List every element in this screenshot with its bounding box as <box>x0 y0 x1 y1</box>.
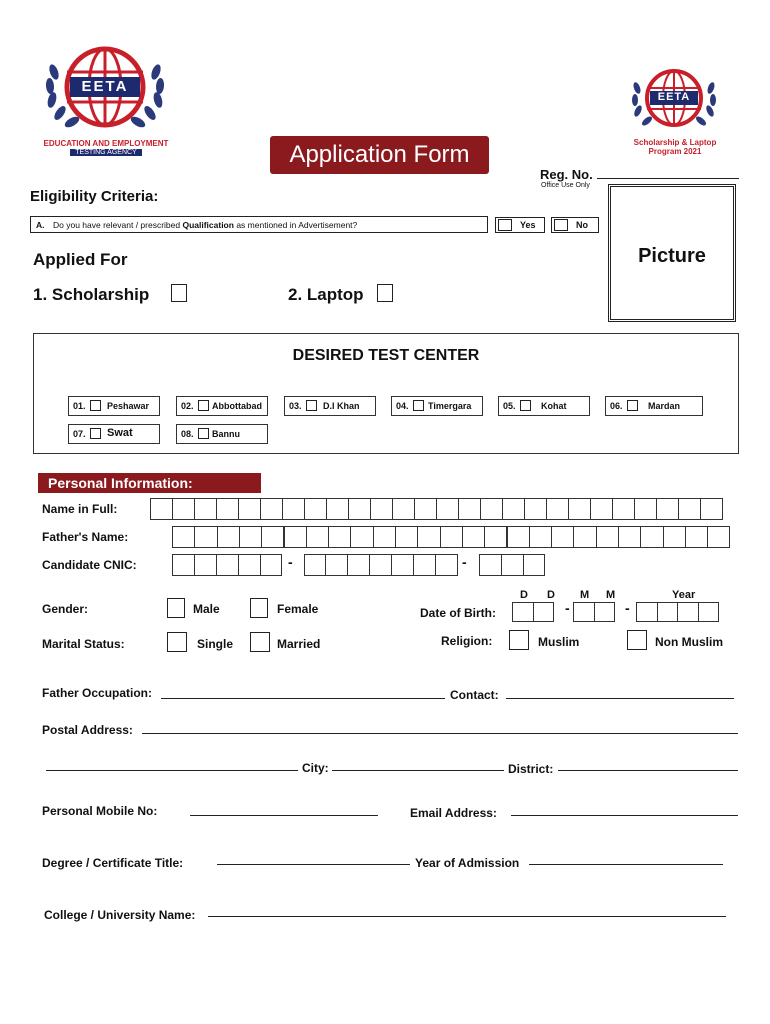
picture-label: Picture <box>638 245 706 267</box>
character-cell[interactable] <box>391 554 414 576</box>
character-cell[interactable] <box>484 526 507 548</box>
center-name: Bannu <box>212 429 240 439</box>
character-cell[interactable] <box>436 498 459 520</box>
female-checkbox[interactable] <box>250 598 268 618</box>
yes-label: Yes <box>520 220 536 230</box>
item-letter: A. <box>36 220 45 230</box>
character-cell[interactable] <box>458 498 481 520</box>
center-num: 08. <box>181 429 194 439</box>
email-label: Email Address: <box>410 806 497 820</box>
character-cell[interactable] <box>590 498 613 520</box>
postal-address-label: Postal Address: <box>42 723 133 737</box>
logo-text: EETA <box>81 78 129 95</box>
character-cell[interactable] <box>304 554 327 576</box>
district-label: District: <box>508 762 554 776</box>
character-cell[interactable] <box>698 602 720 622</box>
character-cell[interactable] <box>634 498 657 520</box>
form-title: Application Form <box>289 141 470 168</box>
character-cell[interactable] <box>350 526 373 548</box>
non-muslim-label: Non Muslim <box>655 635 723 649</box>
character-cell[interactable] <box>507 526 530 548</box>
character-cell[interactable] <box>282 498 305 520</box>
center-num: 04. <box>396 401 409 411</box>
character-cell[interactable] <box>685 526 708 548</box>
center-bannu[interactable] <box>176 424 268 444</box>
character-cell[interactable] <box>573 526 596 548</box>
character-cell[interactable] <box>618 526 641 548</box>
character-cell[interactable] <box>594 602 616 622</box>
dob-m2: M <box>606 589 616 601</box>
character-cell[interactable] <box>216 498 239 520</box>
cnic-label: Candidate CNIC: <box>42 558 137 572</box>
center-checkbox[interactable] <box>198 428 209 439</box>
center-name: Peshawar <box>107 401 150 411</box>
personal-info-title: Personal Information: <box>48 475 193 491</box>
character-cell[interactable] <box>373 526 396 548</box>
eligibility-title: Eligibility Criteria: <box>30 188 159 205</box>
character-cell[interactable] <box>512 602 534 622</box>
yes-checkbox[interactable] <box>498 219 512 231</box>
center-kohat[interactable] <box>498 396 590 416</box>
dob-d2: D <box>547 589 555 601</box>
character-cell[interactable] <box>656 498 679 520</box>
married-label: Married <box>277 637 321 651</box>
character-cell[interactable] <box>369 554 392 576</box>
reg-no-label: Reg. No. <box>540 167 593 182</box>
male-label: Male <box>193 602 220 616</box>
office-use-note: Office Use Only <box>541 182 590 189</box>
center-name: Kohat <box>541 401 567 411</box>
character-cell[interactable] <box>640 526 663 548</box>
character-cell[interactable] <box>524 498 547 520</box>
character-cell[interactable] <box>700 498 723 520</box>
degree-label: Degree / Certificate Title: <box>42 856 184 870</box>
mobile-field[interactable] <box>190 815 378 816</box>
character-cell[interactable] <box>707 526 730 548</box>
applied-for-title: Applied For <box>33 250 128 269</box>
character-cell[interactable] <box>304 498 327 520</box>
eeta-logo-left <box>40 42 170 132</box>
character-cell[interactable] <box>216 554 239 576</box>
religion-label: Religion: <box>441 634 493 648</box>
character-cell[interactable] <box>392 498 415 520</box>
question-pre: Do you have relevant / prescribed <box>53 220 183 230</box>
muslim-checkbox[interactable] <box>509 630 529 650</box>
center-checkbox[interactable] <box>90 428 101 439</box>
laptop-checkbox[interactable] <box>377 284 393 302</box>
dob-year-label: Year <box>672 589 696 601</box>
program-line2: Program 2021 <box>648 147 702 156</box>
male-checkbox[interactable] <box>167 598 185 618</box>
character-cell[interactable] <box>479 554 502 576</box>
father-name-label: Father's Name: <box>42 530 129 544</box>
dob-dash-1: - <box>565 600 570 616</box>
character-cell[interactable] <box>417 526 440 548</box>
agency-name-line1: EDUCATION AND EMPLOYMENT <box>43 139 169 148</box>
center-checkbox[interactable] <box>198 400 209 411</box>
gender-label: Gender: <box>42 602 89 616</box>
character-cell[interactable] <box>596 526 619 548</box>
single-checkbox[interactable] <box>167 632 187 652</box>
marital-label: Marital Status: <box>42 637 125 651</box>
female-label: Female <box>277 602 319 616</box>
yes-option <box>495 217 545 233</box>
character-cell[interactable] <box>239 526 262 548</box>
character-cell[interactable] <box>502 498 525 520</box>
character-cell[interactable] <box>551 526 574 548</box>
laptop-label: 2. Laptop <box>288 285 364 304</box>
contact-label: Contact: <box>450 688 499 702</box>
center-mardan[interactable] <box>605 396 703 416</box>
character-cell[interactable] <box>533 602 555 622</box>
dob-dash-2: - <box>625 600 630 616</box>
form-title-banner <box>270 136 489 174</box>
no-checkbox[interactable] <box>554 219 568 231</box>
name-full-label: Name in Full: <box>42 502 118 516</box>
character-cell[interactable] <box>260 498 283 520</box>
father-occupation-field[interactable] <box>161 698 445 699</box>
character-cell[interactable] <box>172 526 195 548</box>
character-cell[interactable] <box>194 526 217 548</box>
college-label: College / University Name: <box>44 908 196 922</box>
character-cell[interactable] <box>217 526 240 548</box>
muslim-label: Muslim <box>538 635 580 649</box>
character-cell[interactable] <box>348 498 371 520</box>
center-name: Abbottabad <box>212 401 262 411</box>
father-occupation-label: Father Occupation: <box>42 686 153 700</box>
personal-info-banner <box>38 473 261 493</box>
center-num: 01. <box>73 401 86 411</box>
married-checkbox[interactable] <box>250 632 270 652</box>
scholarship-checkbox[interactable] <box>171 284 187 302</box>
character-cell[interactable] <box>677 602 699 622</box>
center-num: 05. <box>503 401 516 411</box>
city-field[interactable] <box>332 770 504 771</box>
dob-d1: D <box>520 589 528 601</box>
character-cell[interactable] <box>194 498 217 520</box>
character-cell[interactable] <box>347 554 370 576</box>
center-checkbox[interactable] <box>413 400 424 411</box>
year-admission-field[interactable] <box>529 864 723 865</box>
scholarship-label: 1. Scholarship <box>33 285 150 304</box>
center-name: Timergara <box>428 401 472 411</box>
degree-field[interactable] <box>217 864 410 865</box>
character-cell[interactable] <box>238 498 261 520</box>
city-label: City: <box>302 761 329 775</box>
character-cell[interactable] <box>194 554 217 576</box>
character-cell[interactable] <box>413 554 436 576</box>
character-cell[interactable] <box>306 526 329 548</box>
character-cell[interactable] <box>150 498 173 520</box>
character-cell[interactable] <box>657 602 679 622</box>
character-cell[interactable] <box>568 498 591 520</box>
program-line1: Scholarship & Laptop <box>633 138 717 147</box>
email-field[interactable] <box>511 815 738 816</box>
question-text <box>53 220 357 230</box>
eeta-logo-right <box>628 66 720 132</box>
center-name: Mardan <box>648 401 681 411</box>
character-cell[interactable] <box>260 554 283 576</box>
character-cell[interactable] <box>529 526 552 548</box>
character-cell[interactable] <box>435 554 458 576</box>
contact-field[interactable] <box>506 698 734 699</box>
character-cell[interactable] <box>612 498 635 520</box>
cnic-dash-2: - <box>462 554 467 570</box>
character-cell[interactable] <box>172 554 195 576</box>
character-cell[interactable] <box>261 526 284 548</box>
character-cell[interactable] <box>238 554 261 576</box>
center-dikhan[interactable] <box>284 396 376 416</box>
center-num: 02. <box>181 401 194 411</box>
character-cell[interactable] <box>284 526 307 548</box>
year-admission-label: Year of Admission <box>415 856 520 870</box>
center-timergara[interactable] <box>391 396 483 416</box>
center-num: 03. <box>289 401 302 411</box>
dob-m1: M <box>580 589 590 601</box>
question-post: as mentioned in Advertisement? <box>233 220 358 230</box>
district-field[interactable] <box>558 770 738 771</box>
center-checkbox[interactable] <box>90 400 101 411</box>
character-cell[interactable] <box>395 526 418 548</box>
center-peshawar[interactable] <box>68 396 160 416</box>
mobile-label: Personal Mobile No: <box>42 804 158 818</box>
character-cell[interactable] <box>663 526 686 548</box>
agency-name-line2: TESTING AGENCY <box>70 149 142 156</box>
character-cell[interactable] <box>501 554 524 576</box>
question-bold: Qualification <box>182 220 234 230</box>
character-cell[interactable] <box>462 526 485 548</box>
center-checkbox[interactable] <box>520 400 531 411</box>
character-cell[interactable] <box>172 498 195 520</box>
center-num: 07. <box>73 429 86 439</box>
single-label: Single <box>197 637 234 651</box>
character-cell[interactable] <box>678 498 701 520</box>
cnic-dash-1: - <box>288 554 293 570</box>
center-swat[interactable] <box>68 424 160 444</box>
picture-box[interactable] <box>608 184 736 322</box>
character-cell[interactable] <box>325 554 348 576</box>
character-cell[interactable] <box>636 602 658 622</box>
character-cell[interactable] <box>573 602 595 622</box>
character-cell[interactable] <box>414 498 437 520</box>
center-num: 06. <box>610 401 623 411</box>
center-checkbox[interactable] <box>627 400 638 411</box>
test-center-title: DESIRED TEST CENTER <box>292 347 480 364</box>
character-cell[interactable] <box>440 526 463 548</box>
center-abbottabad[interactable] <box>176 396 268 416</box>
center-name: Swat <box>107 427 133 439</box>
no-option <box>551 217 599 233</box>
character-cell[interactable] <box>326 498 349 520</box>
character-cell[interactable] <box>328 526 351 548</box>
character-cell[interactable] <box>546 498 569 520</box>
center-name: D.I Khan <box>323 401 360 411</box>
character-cell[interactable] <box>370 498 393 520</box>
non-muslim-checkbox[interactable] <box>627 630 647 650</box>
dob-label: Date of Birth: <box>420 606 496 620</box>
character-cell[interactable] <box>523 554 546 576</box>
character-cell[interactable] <box>480 498 503 520</box>
eligibility-question-row <box>30 216 488 233</box>
logo-text-right: EETA <box>657 91 691 103</box>
no-label: No <box>576 220 588 230</box>
postal-address-field-2[interactable] <box>46 770 298 771</box>
postal-address-field[interactable] <box>142 733 738 734</box>
reg-no-field[interactable] <box>597 178 739 179</box>
center-checkbox[interactable] <box>306 400 317 411</box>
college-field[interactable] <box>208 916 726 917</box>
